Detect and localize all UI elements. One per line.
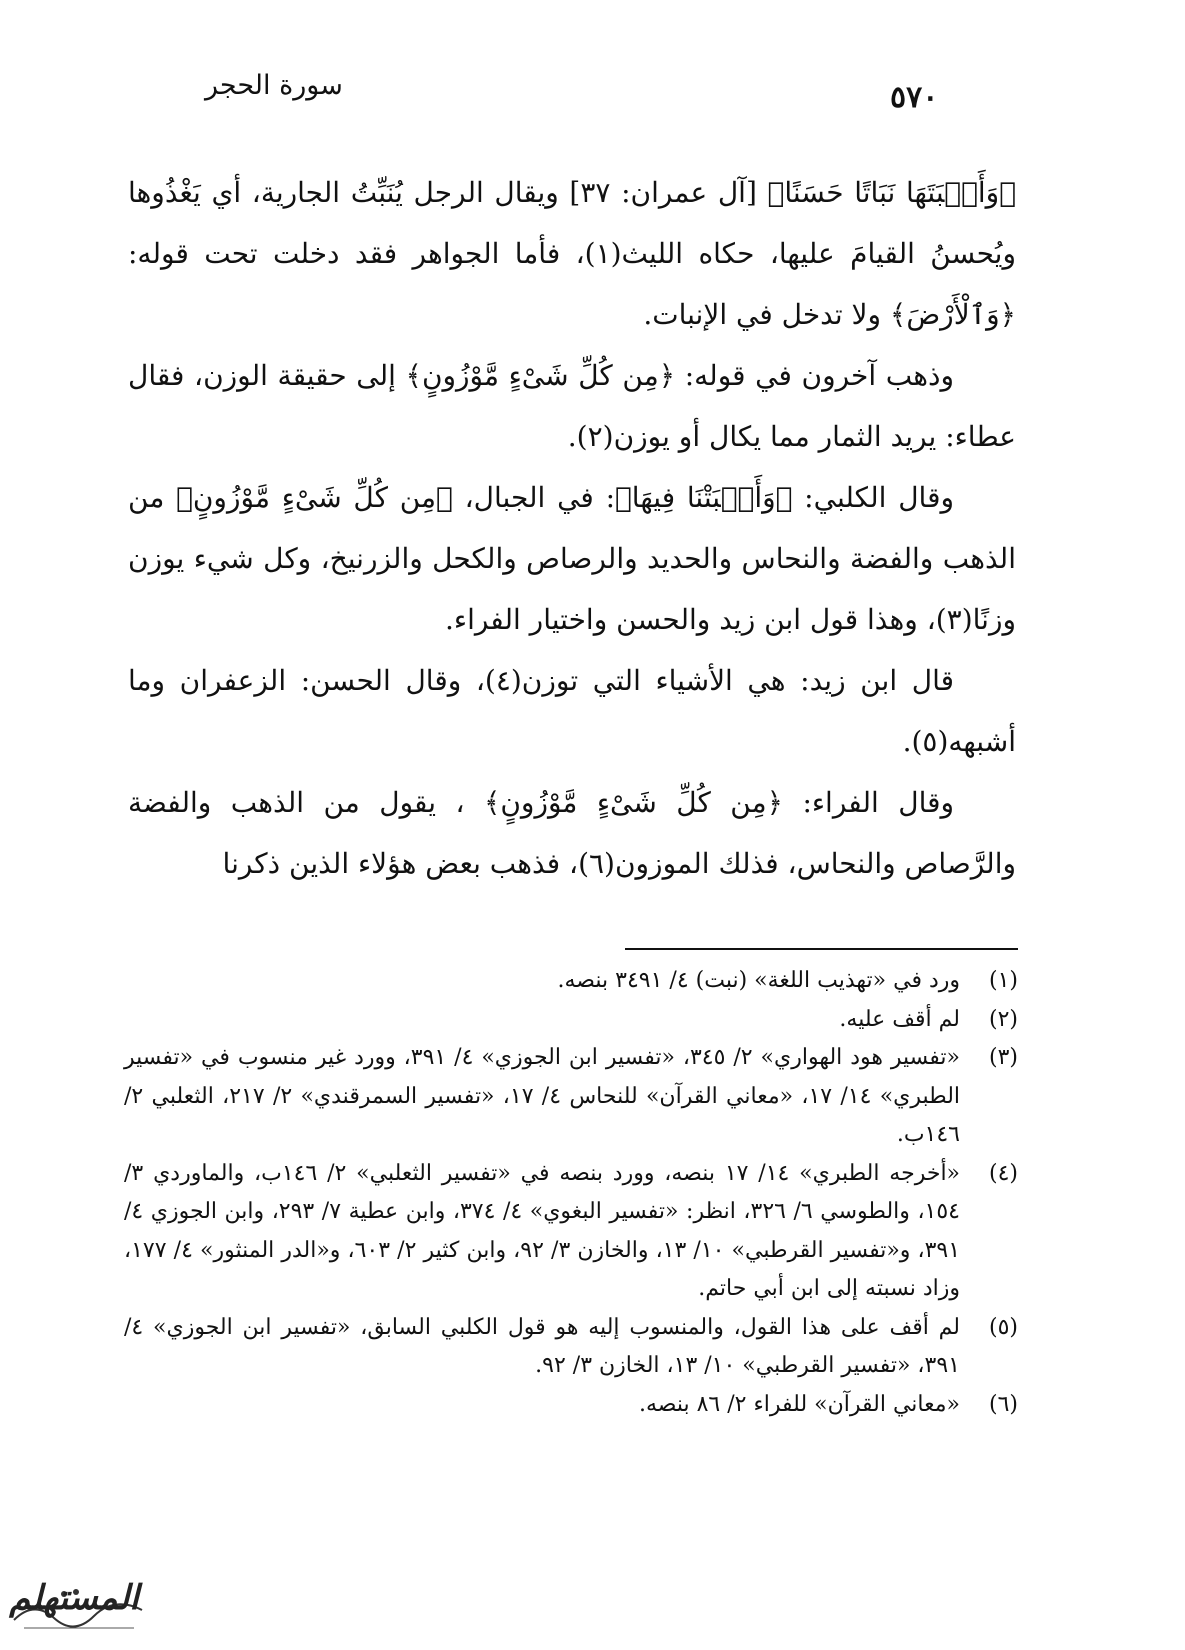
footnote-number: (١) — [988, 968, 1018, 993]
paragraph: وقال الفراء: ﴿مِن كُلِّ شَىْءٍ مَّوْزُونٍ﴾ ، يقول من الذهب والفضة والرَّصاص والنحاس، فذلك الموزون(٦)، فذهب بعض هؤلاء الذين ذكرنا — [128, 786, 1016, 880]
footnote-text: «أخرجه الطبري» ١٤/ ١٧ بنصه، وورد بنصه في «تفسير الثعلبي» ٢/ ١٤٦ب، والماوردي ٣/ ١٥٤، والطوسي ٦/ ٣٢٦، انظر: «تفسير البغوي» ٤/ ٣٧٤، وابن عطية ٧/ ٢٩٣، وابن الجوزي ٤/ ٣٩١، و«تفسير القرطبي» ١٠/ ١٣، والخازن ٣/ ٩٢، وابن كثير ٢/ ٦٠٣، و«الدر المنثور» ٤/ ١٧٧، وزاد نسبته إلى ابن أبي حاتم. — [124, 1160, 961, 1301]
surah-title: سورة الحجر — [205, 70, 343, 101]
footnote-text: «معاني القرآن» للفراء ٢/ ٨٦ بنصه. — [638, 1391, 960, 1417]
footnote-number: (٢) — [988, 1006, 1018, 1032]
footnote-text: لم أقف على هذا القول، والمنسوب إليه هو قول الكلبي السابق، «تفسير ابن الجوزي» ٤/ ٣٩١، «تفسير القرطبي» ١٠/ ١٣، الخازن ٣/ ٩٢. — [124, 1314, 960, 1378]
footnote — [124, 1386, 1018, 1425]
stamp-lettering: المستهلم — [9, 1578, 139, 1618]
main-text — [128, 162, 1016, 894]
footnote-text: لم أقف عليه. — [839, 1006, 960, 1032]
paragraph: ﴿وَأَنۢبَتَهَا نَبَاتًا حَسَنًا﴾ [آل عمران: ٣٧] ويقال الرجل يُنَبِّتُ الجارية، أي يَغْذُوها ويُحسنُ القيامَ عليها، حكاه الليث(١)، فأما الجواهر فقد دخلت تحت قوله: ﴿وَٱلْأَرْضَ﴾ ولا تدخل في الإنبات. — [128, 176, 1016, 331]
footnote — [124, 1039, 1018, 1155]
footnote-divider — [625, 948, 1018, 950]
footnote-number: (٤) — [988, 1160, 1018, 1186]
footnote-text: ورد في «تهذيب اللغة» (نبت) ٤/ ٣٤٩١ بنصه. — [557, 968, 960, 993]
footnote-text: «تفسير هود الهواري» ٢/ ٣٤٥، «تفسير ابن الجوزي» ٤/ ٣٩١، وورد غير منسوب في «تفسير الطبري» ١٤/ ١٧، «معاني القرآن» للنحاس ٤/ ١٧، «تفسير السمرقندي» ٢/ ٢١٧، الثعلبي ٢/ ١٤٦ب. — [124, 1045, 961, 1147]
footnote — [124, 1309, 1018, 1386]
paragraph: قال ابن زيد: هي الأشياء التي توزن(٤)، وقال الحسن: الزعفران وما أشبهه(٥). — [128, 664, 1016, 758]
footnotes — [124, 962, 1018, 1424]
paragraph: وقال الكلبي: ﴿وَأَنۢبَتْنَا فِيهَا﴾: في الجبال، ﴿مِن كُلِّ شَىْءٍ مَّوْزُونٍ﴾ من الذهب والفضة والنحاس والحديد والرصاص والكحل والزرنيخ، وكل شيء يوزن وزنًا(٣)، وهذا قول ابن زيد والحسن واختيار الفراء. — [128, 481, 1016, 636]
footnote — [124, 1001, 1018, 1040]
page-number: ٥٧٠ — [890, 80, 939, 115]
footnote — [124, 962, 1018, 1001]
footnote-number: (٥) — [988, 1314, 1018, 1340]
footnote-number: (٣) — [988, 1045, 1018, 1070]
footnote-number: (٦) — [988, 1391, 1018, 1417]
footnote — [124, 1155, 1018, 1309]
paragraph: وذهب آخرون في قوله: ﴿مِن كُلِّ شَىْءٍ مَّوْزُونٍ﴾ إلى حقيقة الوزن، فقال عطاء: يريد الثمار مما يكال أو يوزن(٢). — [128, 359, 1016, 453]
